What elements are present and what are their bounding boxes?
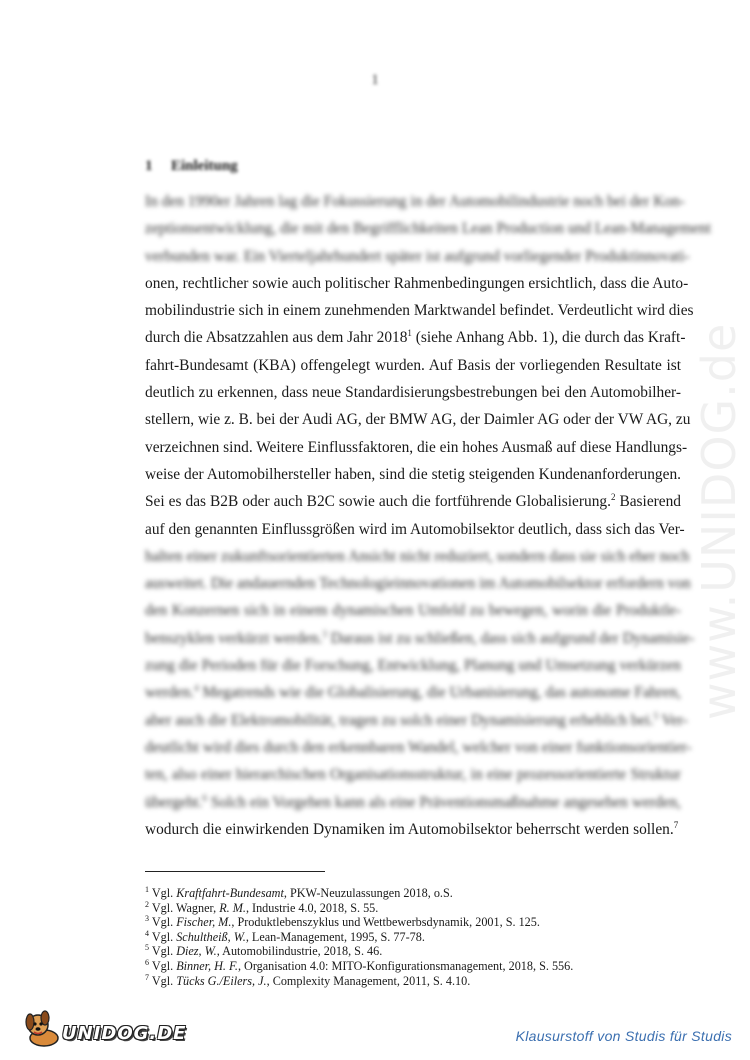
- body-line: ten, also einer hierarchischen Organisationsstruktur, in eine prozessorientierte Struktur: [145, 766, 681, 784]
- footnote-ref[interactable]: 4: [194, 683, 199, 694]
- footnote-text: Vgl.: [151, 915, 177, 930]
- body-text-segment: Ver-: [658, 711, 688, 729]
- unidog-logo[interactable]: [20, 1010, 186, 1050]
- body-line: [145, 707, 688, 734]
- footnote-text: , PKW-Neuzulassungen 2018, o.S.: [283, 886, 453, 900]
- footnote-number: 3: [145, 914, 149, 924]
- footnote-text: Vgl.: [151, 958, 177, 973]
- footnote-number: 6: [145, 957, 149, 967]
- footnotes: [145, 886, 705, 988]
- footnote-text: Vgl.: [151, 944, 177, 959]
- body-line: weise der Automobilhersteller haben, sind die stetig steigenden Kundenanforderungen.: [145, 465, 681, 483]
- footnote-author: Schultheiß, W.: [176, 929, 246, 944]
- footnote-text: Vgl.: [151, 973, 177, 988]
- tagline: Klausurstoff von Studis für Studis: [515, 1028, 732, 1044]
- section-heading: [145, 158, 238, 175]
- footnote-text: Vgl.: [151, 929, 177, 944]
- page-number: 1: [371, 72, 379, 88]
- footnote-text: , Produktlebenszyklus und Wettbewerbsdynamik, 2001, S. 125.: [231, 915, 540, 930]
- body-text-segment: Megatrends wie die Globalisierung, die Urbanisierung, das autonome Fahren,: [198, 684, 681, 702]
- footnote-ref[interactable]: 3: [322, 628, 327, 639]
- footnote-text: , Automobilindustrie, 2018, S. 46.: [216, 944, 383, 959]
- body-line: [145, 488, 681, 515]
- footnote-author: R. M.: [219, 900, 246, 915]
- footnote-item: [145, 886, 705, 901]
- footnote-number: 2: [145, 899, 149, 909]
- body-line: [145, 324, 686, 351]
- body-text-segment: (siehe Anhang Abb. 1), die durch das Kraft-: [411, 329, 686, 347]
- footnote-author: Fischer, M.: [176, 915, 232, 930]
- footnote-ref[interactable]: 6: [202, 792, 207, 803]
- body-text-segment: übergeht.: [145, 793, 203, 811]
- footnote-item: [145, 944, 705, 959]
- dog-mascot-icon: [20, 1008, 64, 1053]
- body-line: [145, 625, 695, 652]
- footnote-text: , Industrie 4.0, 2018, S. 55.: [245, 900, 379, 915]
- body-line: [145, 679, 681, 706]
- footnote-item: [145, 959, 705, 974]
- footnote-text: , Complexity Management, 2011, S. 4.10.: [266, 973, 471, 988]
- footnote-number: 4: [145, 928, 149, 938]
- body-line: ausweitet. Die andauernden Technologieinnovationen im Automobilsektor erfordern von: [145, 575, 691, 593]
- logo-text: UNIDOG.DE: [62, 1022, 187, 1044]
- body-text-segment: aber auch die Elektromobilität, tragen zu solch einer Dynamisierung erheblich bei.: [145, 711, 654, 729]
- body-line: onen, rechtlicher sowie auch politischer Rahmenbedingungen ersichtlich, dass die Auto-: [145, 274, 689, 292]
- footnote-text: , Organisation 4.0: MITO-Konfigurationsmanagement, 2018, S. 556.: [237, 958, 574, 973]
- body-text-segment: Sei es das B2B oder auch B2C sowie auch die fortführende Globalisierung.: [145, 493, 611, 511]
- footnote-text: Vgl.: [151, 886, 177, 900]
- footnote-text: , Lean-Management, 1995, S. 77-78.: [245, 929, 425, 944]
- footnote-author: Kraftfahrt-Bundesamt: [176, 886, 284, 900]
- footnote-ref[interactable]: 2: [610, 492, 616, 503]
- footnote-number: 5: [145, 943, 149, 953]
- body-text-segment: wodurch die einwirkenden Dynamiken im Automobilsektor beherrscht werden sollen.: [145, 820, 674, 838]
- body-line: zeptionsentwicklung, die mit den Begrifflichkeiten Lean Production und Lean-Management: [145, 220, 712, 238]
- body-line: In den 1990er Jahren lag die Fokussierung in der Automobilindustrie noch bei der Kon-: [145, 193, 685, 210]
- footnote-item: [145, 974, 705, 989]
- body-text-segment: werden.: [145, 684, 195, 702]
- footnote-ref[interactable]: 1: [407, 328, 412, 339]
- body-line: [145, 816, 681, 843]
- footnote-separator: [145, 871, 325, 872]
- body-text-segment: Solch ein Vorgehen kann als eine Präventionsmaßnahme angesehen werden,: [206, 793, 681, 811]
- section-title: Einleitung: [171, 158, 238, 174]
- body-paragraph: [145, 188, 712, 843]
- body-line: fahrt-Bundesamt (KBA) offengelegt wurden. Auf Basis der vorliegenden Resultate ist: [145, 356, 681, 374]
- body-line: [145, 789, 681, 816]
- body-line: mobilindustrie sich in einem zunehmenden Marktwandel befindet. Verdeutlicht wird dies: [145, 302, 694, 320]
- footnote-author: Diez, W.: [176, 944, 217, 959]
- body-line: deutlicht wird dies durch den erkennbaren Wandel, welcher von einer funktionsorientier-: [145, 738, 692, 756]
- body-text-segment: benszyklen verkürzt werden.: [145, 629, 323, 647]
- footnote-number: 7: [145, 972, 149, 982]
- body-line: verbunden war. Ein Vierteljahrhundert später ist aufgrund vorliegender Produktinnovati-: [145, 247, 690, 265]
- section-number: 1: [145, 158, 153, 174]
- body-text-segment: Daraus ist zu schließen, dass sich aufgrund der Dynamisie-: [326, 629, 695, 647]
- body-text-segment: durch die Absatzzahlen aus dem Jahr 2018: [145, 329, 408, 347]
- footnote-ref[interactable]: 7: [673, 819, 679, 830]
- body-line: halten einer zukunftsorientierten Ansicht nicht reduziert, sondern dass sie sich eher noch: [145, 547, 690, 565]
- body-text-segment: Basierend: [615, 493, 682, 511]
- body-line: verzeichnen sind. Weitere Einflussfaktoren, die ein hohes Ausmaß auf diese Handlungs-: [145, 438, 688, 456]
- footnote-item: [145, 915, 705, 930]
- footnote-item: [145, 930, 705, 945]
- footnote-text: Vgl. Wagner,: [151, 900, 220, 915]
- footnote-item: [145, 901, 705, 916]
- footnote-author: Tücks G./Eilers, J.: [176, 973, 267, 988]
- body-line: den Konzernen sich in einem dynamischen Umfeld zu bewegen, worin die Produktle-: [145, 602, 681, 620]
- body-line: deutlich zu erkennen, dass neue Standardisierungsbestrebungen bei den Automobilher-: [145, 384, 681, 402]
- footnote-number: 1: [145, 884, 149, 894]
- body-line: zung die Perioden für die Forschung, Entwicklung, Planung und Umsetzung verkürzen: [145, 657, 681, 675]
- footnote-ref[interactable]: 5: [653, 710, 659, 721]
- watermark: www.UNIDOG.de: [692, 322, 746, 720]
- body-line: stellern, wie z. B. bei der Audi AG, der BMW AG, der Daimler AG oder der VW AG, zu: [145, 411, 691, 429]
- footnote-author: Binner, H. F.: [176, 958, 238, 973]
- body-line: auf den genannten Einflussgrößen wird im Automobilsektor deutlich, dass sich das Ver-: [145, 520, 685, 538]
